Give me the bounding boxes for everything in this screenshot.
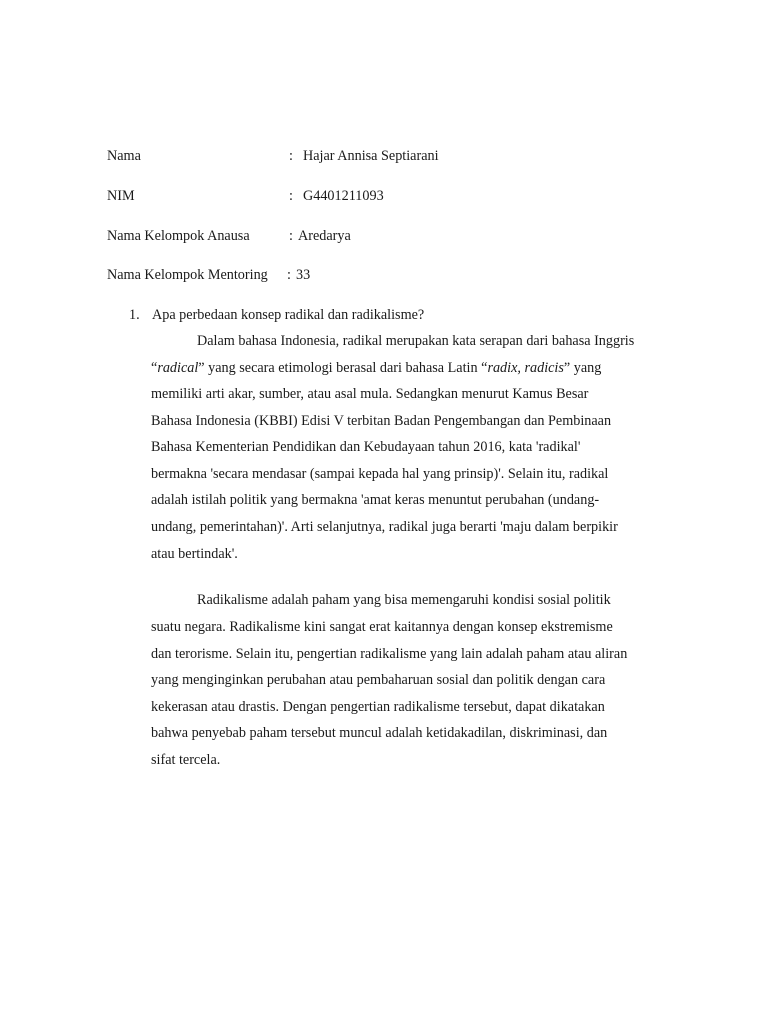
italic-term-radix: radix, radicis xyxy=(487,360,564,376)
paragraph2-line: kekerasan atau drastis. Dengan pengertian radikalisme tersebut, dapat dikatakan xyxy=(151,699,605,715)
paragraph2-line: Radikalisme adalah paham yang bisa memengaruhi kondisi sosial politik xyxy=(197,592,611,608)
italic-term-radical: radical xyxy=(157,360,199,376)
field-value-nama: Hajar Annisa Septiarani xyxy=(303,148,439,164)
field-value-kelompok-anausa: Aredarya xyxy=(298,228,351,244)
field-label-nim: NIM xyxy=(107,188,135,204)
paragraph1-line xyxy=(151,358,601,378)
paragraph1-line: adalah istilah politik yang bermakna 'amat keras menuntut perubahan (undang- xyxy=(151,492,600,508)
field-label-kelompok-anausa: Nama Kelompok Anausa xyxy=(107,228,250,244)
field-separator: : xyxy=(289,188,293,204)
field-separator: : xyxy=(287,267,291,283)
paragraph2-line: bahwa penyebab paham tersebut muncul adalah ketidakadilan, diskriminasi, dan xyxy=(151,725,608,741)
open-quote: “ xyxy=(151,360,158,376)
paragraph2-line: sifat tercela. xyxy=(151,752,221,768)
field-label-nama: Nama xyxy=(107,148,141,164)
paragraph1-line: Bahasa Kementerian Pendidikan dan Kebudayaan tahun 2016, kata 'radikal' xyxy=(151,439,581,455)
paragraph1-line: Dalam bahasa Indonesia, radikal merupakan kata serapan dari bahasa Inggris xyxy=(197,333,635,349)
field-value-kelompok-mentoring: 33 xyxy=(296,267,311,283)
paragraph2-line: suatu negara. Radikalisme kini sangat erat kaitannya dengan konsep ekstremisme xyxy=(151,619,613,635)
paragraph1-line: undang, pemerintahan)'. Arti selanjutnya, radikal juga berarti 'maju dalam berpikir xyxy=(151,519,618,535)
field-label-kelompok-mentoring: Nama Kelompok Mentoring xyxy=(107,267,268,283)
field-separator: : xyxy=(289,228,293,244)
paragraph1-line: atau bertindak'. xyxy=(151,546,238,562)
paragraph1-line: memiliki arti akar, sumber, atau asal mula. Sedangkan menurut Kamus Besar xyxy=(151,386,589,402)
question-text: Apa perbedaan konsep radikal dan radikalisme? xyxy=(152,307,425,323)
field-separator: : xyxy=(289,148,293,164)
paragraph2-line: dan terorisme. Selain itu, pengertian radikalisme yang lain adalah paham atau aliran xyxy=(151,646,628,662)
line-text: ” yang xyxy=(563,360,602,376)
paragraph1-line: bermakna 'secara mendasar (sampai kepada hal yang prinsip)'. Selain itu, radikal xyxy=(151,466,609,482)
paragraph2-line: yang menginginkan perubahan atau pembaharuan sosial dan politik dengan cara xyxy=(151,672,606,688)
paragraph1-line: Bahasa Indonesia (KBBI) Edisi V terbitan Badan Pengembangan dan Pembinaan xyxy=(151,413,612,429)
line-text: ” yang secara etimologi berasal dari bahasa Latin “ xyxy=(198,360,488,376)
field-value-nim: G4401211093 xyxy=(303,188,384,204)
question-number: 1. xyxy=(129,307,140,323)
